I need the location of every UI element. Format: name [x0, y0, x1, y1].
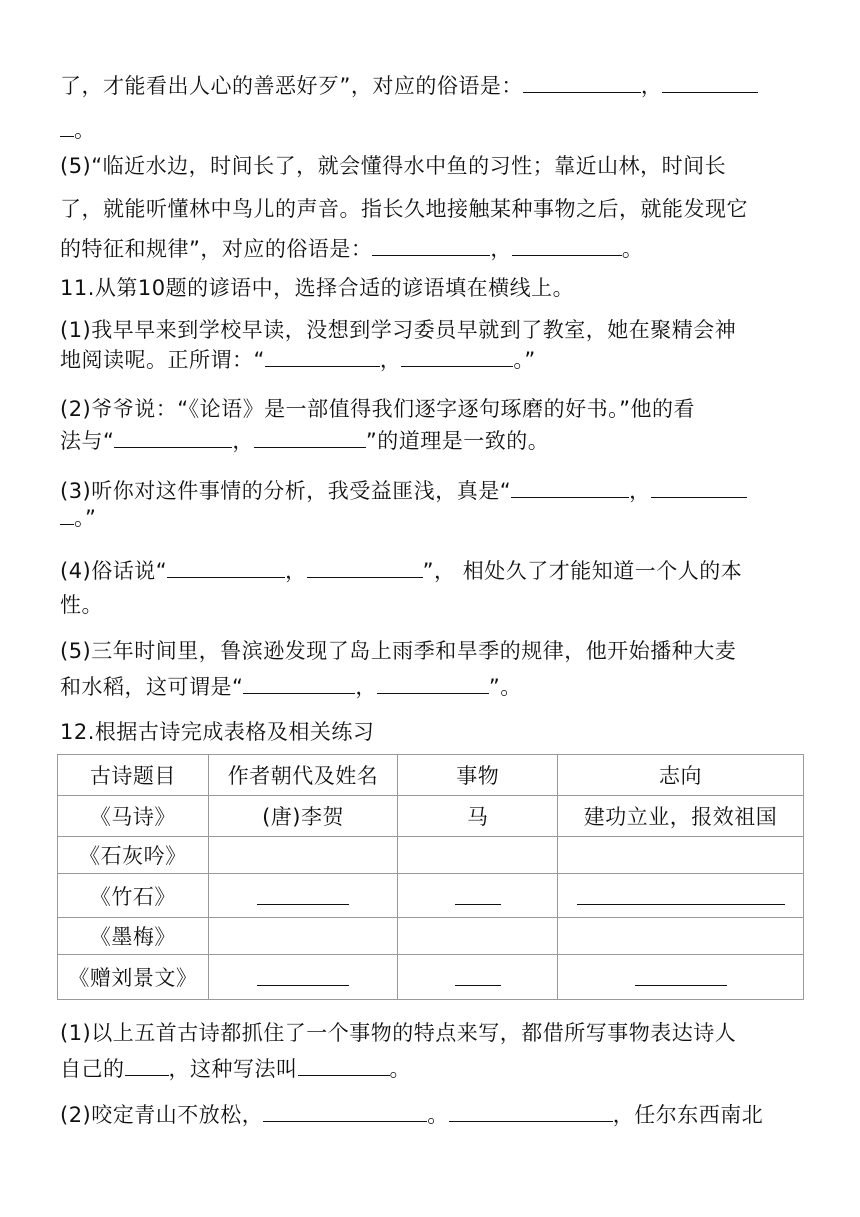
answer-blank[interactable]	[254, 429, 366, 448]
table-row: 《竹石》	[58, 874, 804, 918]
table-row: 《马诗》 (唐)李贺 马 建功立业，报效祖国	[58, 796, 804, 837]
q11-p3-line1: (3)听你对这件事情的分析，我受益匪浅，真是“ ，	[60, 476, 747, 506]
answer-blank[interactable]	[372, 237, 490, 256]
q10-p4-line: 了，才能看出人心的善恶好歹”，对应的俗语是： ，	[60, 71, 758, 101]
answer-blank[interactable]	[651, 479, 747, 498]
answer-cell[interactable]	[208, 874, 398, 918]
answer-blank[interactable]	[455, 963, 501, 986]
header-author: 作者朝代及姓名	[208, 755, 398, 796]
header-title: 古诗题目	[58, 755, 209, 796]
answer-blank[interactable]	[114, 429, 232, 448]
answer-blank[interactable]	[257, 963, 349, 986]
answer-blank[interactable]	[265, 348, 380, 367]
table-row: 《赠刘景文》	[58, 955, 804, 1000]
answer-cell[interactable]	[208, 837, 398, 874]
q11-p2-line2: 法与“ ， ”的道理是一致的。	[60, 429, 550, 453]
q11-p4-line1: (4)俗话说“ ， ”， 相处久了才能知道一个人的本	[60, 559, 743, 583]
answer-blank[interactable]	[60, 506, 74, 525]
answer-cell[interactable]	[558, 955, 804, 1000]
answer-blank[interactable]	[377, 675, 489, 694]
q11-p5-line2: 和水稻，这可谓是“ ， ”。	[60, 675, 522, 699]
q10-p5-line1: (5)“临近水边，时间长了，就会懂得水中鱼的习性；靠近山林，时间长	[60, 154, 727, 178]
answer-cell[interactable]	[208, 955, 398, 1000]
answer-blank[interactable]	[511, 479, 629, 498]
q12-p1-line1: (1)以上五首古诗都抓住了一个事物的特点来写，都借所写事物表达诗人	[60, 1021, 737, 1045]
q12-p2-line: (2)咬定青山不放松， 。 ，任尔东西南北	[60, 1103, 764, 1127]
q11-p2-line1: (2)爷爷说：“《论语》是一部值得我们逐字逐句琢磨的好书。”他的看	[60, 397, 696, 421]
answer-blank[interactable]	[635, 963, 727, 986]
answer-blank[interactable]	[662, 74, 758, 93]
q10-p5-line2: 了，就能听懂林中鸟儿的声音。指长久地接触某种事物之后，就能发现它	[60, 197, 748, 221]
answer-blank[interactable]	[577, 882, 785, 905]
header-aspiration: 志向	[558, 755, 804, 796]
q12-p1-line2: 自己的 ，这种写法叫 。	[60, 1057, 411, 1081]
answer-blank[interactable]	[243, 675, 355, 694]
answer-blank[interactable]	[298, 1057, 390, 1076]
answer-cell[interactable]	[398, 955, 558, 1000]
answer-blank[interactable]	[523, 74, 641, 93]
q11-p1-line2: 地阅读呢。正所谓：“ ， 。”	[60, 348, 536, 372]
table-header-row	[58, 755, 804, 796]
q11-p4-line2: 性。	[60, 593, 103, 617]
q11-p3-line2: 。”	[60, 503, 96, 533]
answer-cell[interactable]	[398, 837, 558, 874]
q10-p5-line3: 的特征和规律”，对应的俗语是： ， 。	[60, 237, 644, 261]
q11-title: 11.从第10题的谚语中，选择合适的谚语填在横线上。	[60, 276, 575, 300]
answer-blank[interactable]	[167, 559, 285, 578]
table-row: 《石灰吟》	[58, 837, 804, 874]
answer-blank[interactable]	[263, 1103, 427, 1122]
answer-blank[interactable]	[401, 348, 513, 367]
q10-p4-line-end: 。	[60, 115, 96, 145]
header-object: 事物	[398, 755, 558, 796]
q11-p1-line1: (1)我早早来到学校早读，没想到学习委员早就到了教室，她在聚精会神	[60, 318, 737, 342]
answer-blank[interactable]	[125, 1057, 169, 1076]
answer-blank[interactable]	[512, 237, 622, 256]
answer-cell[interactable]	[398, 874, 558, 918]
answer-cell[interactable]	[398, 918, 558, 955]
q12-title: 12.根据古诗完成表格及相关练习	[60, 720, 375, 744]
answer-blank[interactable]	[455, 882, 501, 905]
answer-blank[interactable]	[449, 1103, 613, 1122]
answer-blank[interactable]	[60, 118, 74, 137]
answer-blank[interactable]	[257, 882, 349, 905]
answer-cell[interactable]	[208, 918, 398, 955]
q11-p5-line1: (5)三年时间里，鲁滨逊发现了岛上雨季和旱季的规律，他开始播种大麦	[60, 639, 737, 663]
table-row: 《墨梅》	[58, 918, 804, 955]
answer-cell[interactable]	[558, 837, 804, 874]
poem-table	[57, 754, 804, 1000]
answer-blank[interactable]	[307, 559, 423, 578]
answer-cell[interactable]	[558, 918, 804, 955]
answer-cell[interactable]	[558, 874, 804, 918]
q10-p4-text: 了，才能看出人心的善恶好歹”，对应的俗语是：	[60, 74, 523, 98]
